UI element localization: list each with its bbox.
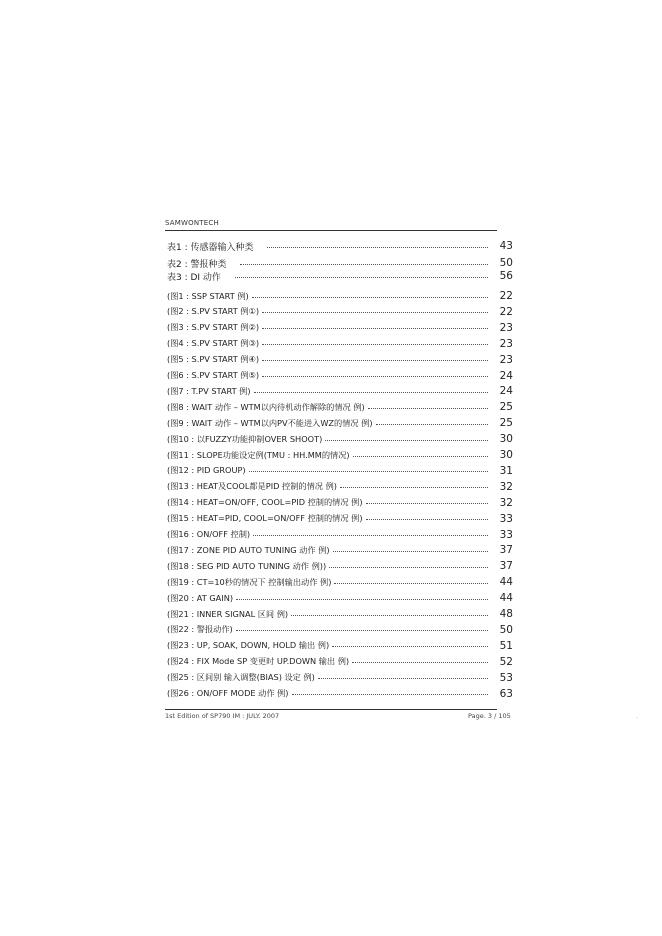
figure-entry[interactable] bbox=[167, 337, 513, 351]
dot-leader bbox=[262, 344, 488, 345]
figure-entry-label: (图13 : HEAT及COOL都是PID 控制的情况 例) bbox=[167, 481, 337, 492]
dot-leader bbox=[376, 424, 488, 425]
figure-entry-page: 44 bbox=[499, 576, 513, 589]
dot-leader bbox=[292, 694, 488, 695]
figure-entry-label: (图23 : UP, SOAK, DOWN, HOLD 输出 例) bbox=[167, 640, 330, 651]
dot-leader bbox=[240, 264, 488, 265]
figure-entry-label: (图2 : S.PV START 例①) bbox=[167, 306, 260, 317]
figure-entry-label: (图9 : WAIT 动作 – WTM以内PV不能进入WZ的情况 例) bbox=[167, 417, 373, 428]
figure-entry-label: (图8 : WAIT 动作 – WTM以内待机动作解除的情况 例) bbox=[167, 401, 365, 412]
table-entry[interactable] bbox=[167, 269, 513, 283]
figure-entry[interactable] bbox=[167, 591, 513, 605]
dot-leader bbox=[325, 440, 488, 441]
footer-rule bbox=[165, 709, 497, 710]
dot-leader bbox=[267, 247, 488, 248]
figure-entry-page: 30 bbox=[499, 449, 513, 461]
figure-entry-label: (图14 : HEAT=ON/OFF, COOL=PID 控制的情况 例) bbox=[167, 497, 363, 508]
figure-entry[interactable] bbox=[167, 289, 513, 303]
figure-entry-page: 63 bbox=[499, 687, 513, 700]
figure-entry-label: (图18 : SEG PID AUTO TUNING 动作 例)) bbox=[167, 560, 327, 571]
figure-entry-label: (图24 : FIX Mode SP 变更时 UP.DOWN 输出 例) bbox=[167, 656, 350, 667]
dot-leader bbox=[252, 297, 488, 298]
figure-entry-label: (图10 : 以FUZZY功能抑制OVER SHOOT) bbox=[167, 433, 323, 444]
figure-entry-page: 52 bbox=[499, 655, 513, 668]
figure-entry-label: (图21 : INNER SIGNAL 区间 例) bbox=[167, 608, 289, 619]
figure-entry-page: 22 bbox=[499, 305, 513, 318]
figure-entry-page: 32 bbox=[499, 496, 513, 509]
figure-entry[interactable] bbox=[167, 480, 513, 494]
footer-page-number: Page. 3 / 105 bbox=[468, 712, 511, 720]
figure-entry-label: (图15 : HEAT=PID, COOL=ON/OFF 控制的情况 例) bbox=[167, 513, 363, 524]
dot-leader bbox=[318, 678, 488, 679]
figure-entry-label: (图12 : PID GROUP) bbox=[167, 465, 246, 476]
figure-entry-page: 24 bbox=[499, 385, 513, 398]
figure-entry-page: 23 bbox=[499, 321, 513, 334]
figure-entry-page: 37 bbox=[499, 544, 513, 557]
figure-entry[interactable] bbox=[167, 496, 513, 510]
dot-leader bbox=[353, 456, 488, 457]
figure-entry-page: 32 bbox=[499, 480, 513, 493]
figure-entry[interactable] bbox=[167, 512, 513, 526]
figure-entry-label: (图19 : CT=10秒的情况下 控制输出动作 例) bbox=[167, 576, 332, 587]
dot-leader bbox=[329, 567, 488, 568]
figure-entry[interactable] bbox=[167, 400, 513, 414]
dot-leader bbox=[236, 630, 488, 631]
figure-entry-page: 50 bbox=[499, 623, 513, 636]
dot-leader bbox=[352, 662, 488, 663]
figure-entry[interactable] bbox=[167, 384, 513, 398]
figure-entry-label: (图22 : 警报动作) bbox=[167, 624, 233, 635]
table-entry-page: 43 bbox=[499, 240, 513, 252]
figure-entry-label: (图4 : S.PV START 例③) bbox=[167, 338, 260, 349]
figure-entry-page: 31 bbox=[499, 464, 513, 477]
figure-entry[interactable] bbox=[167, 353, 513, 367]
dot-leader bbox=[291, 615, 488, 616]
table-entry-page: 50 bbox=[499, 257, 513, 269]
figure-entry-label: (图25 : 区间别 输入调整(BIAS) 设定 例) bbox=[167, 672, 315, 683]
edge-mark: . bbox=[636, 713, 638, 720]
table-entry[interactable] bbox=[167, 256, 513, 270]
figure-entry[interactable] bbox=[167, 639, 513, 653]
dot-leader bbox=[254, 392, 488, 393]
figure-entry-label: (图20 : AT GAIN) bbox=[167, 592, 234, 603]
figure-entry-page: 23 bbox=[499, 353, 513, 366]
dot-leader bbox=[236, 599, 488, 600]
figure-entry[interactable] bbox=[167, 369, 513, 383]
figure-entry-page: 51 bbox=[499, 639, 513, 652]
figure-entry-label: (图5 : S.PV START 例④) bbox=[167, 354, 260, 365]
figure-entry-label: (图6 : S.PV START 例⑤) bbox=[167, 370, 260, 380]
figure-entry-label: (图17 : ZONE PID AUTO TUNING 动作 例) bbox=[167, 544, 330, 555]
dot-leader bbox=[262, 312, 488, 313]
figure-entry-page: 44 bbox=[499, 592, 513, 605]
table-entry-label: 表3 : DI 动作 bbox=[167, 272, 221, 283]
figure-entry-label: (图1 : SSP START 例) bbox=[167, 290, 249, 301]
figure-entry[interactable] bbox=[167, 416, 513, 430]
figure-entry[interactable] bbox=[167, 623, 513, 637]
table-entry-label: 表2 : 警报种类 bbox=[167, 259, 227, 270]
dot-leader bbox=[333, 551, 488, 552]
dot-leader bbox=[366, 519, 488, 520]
figure-entry-page: 25 bbox=[499, 417, 513, 430]
dot-leader bbox=[340, 487, 488, 488]
figure-entry-page: 53 bbox=[499, 671, 513, 684]
figure-entry[interactable] bbox=[167, 321, 513, 335]
figure-entry[interactable] bbox=[167, 687, 513, 701]
figure-entry[interactable] bbox=[167, 575, 513, 589]
figure-entry-page: 33 bbox=[499, 528, 513, 541]
figure-entry-page: 24 bbox=[499, 369, 513, 382]
dot-leader bbox=[235, 277, 488, 278]
dot-leader bbox=[368, 408, 488, 409]
figure-entry-page: 48 bbox=[499, 608, 513, 620]
footer-edition: 1st Edition of SP790 IM : JULY. 2007 bbox=[165, 712, 280, 720]
figure-entry-page: 22 bbox=[499, 290, 513, 302]
table-entry-label: 表1 : 传感器输入种类 bbox=[167, 242, 254, 253]
dot-leader bbox=[334, 583, 488, 584]
figure-entry-page: 23 bbox=[499, 337, 513, 350]
dot-leader bbox=[262, 328, 488, 329]
figure-entry-label: (图7 : T.PV START 例) bbox=[167, 385, 251, 396]
figure-entry-page: 30 bbox=[499, 433, 513, 446]
dot-leader bbox=[253, 535, 488, 536]
header-rule bbox=[165, 230, 497, 231]
figure-entry[interactable] bbox=[167, 671, 513, 685]
figure-entry-label: (图26 : ON/OFF MODE 动作 例) bbox=[167, 688, 289, 698]
table-entry[interactable] bbox=[167, 239, 513, 253]
figure-entry-page: 33 bbox=[499, 512, 513, 525]
figure-entry[interactable] bbox=[167, 432, 513, 446]
figure-entry-label: (图3 : S.PV START 例②) bbox=[167, 322, 260, 333]
dot-leader bbox=[366, 503, 488, 504]
page-header: SAMWONTECH bbox=[165, 219, 219, 227]
figure-entry[interactable] bbox=[167, 448, 513, 462]
figure-entry-page: 37 bbox=[499, 560, 513, 573]
figure-entry[interactable] bbox=[167, 464, 513, 478]
dot-leader bbox=[249, 471, 488, 472]
figure-entry[interactable] bbox=[167, 559, 513, 573]
figure-entry[interactable] bbox=[167, 655, 513, 669]
figure-entry[interactable] bbox=[167, 305, 513, 319]
dot-leader bbox=[332, 646, 488, 647]
figure-entry[interactable] bbox=[167, 528, 513, 542]
figure-entry-page: 25 bbox=[499, 401, 513, 414]
table-entry-page: 56 bbox=[499, 270, 513, 282]
dot-leader bbox=[262, 376, 488, 377]
figure-entry-label: (图16 : ON/OFF 控制) bbox=[167, 529, 251, 539]
figure-entry[interactable] bbox=[167, 607, 513, 621]
figure-entry[interactable] bbox=[167, 543, 513, 557]
dot-leader bbox=[262, 360, 488, 361]
figure-entry-label: (图11 : SLOPE功能设定例(TMU : HH.MM的情况) bbox=[167, 449, 350, 460]
